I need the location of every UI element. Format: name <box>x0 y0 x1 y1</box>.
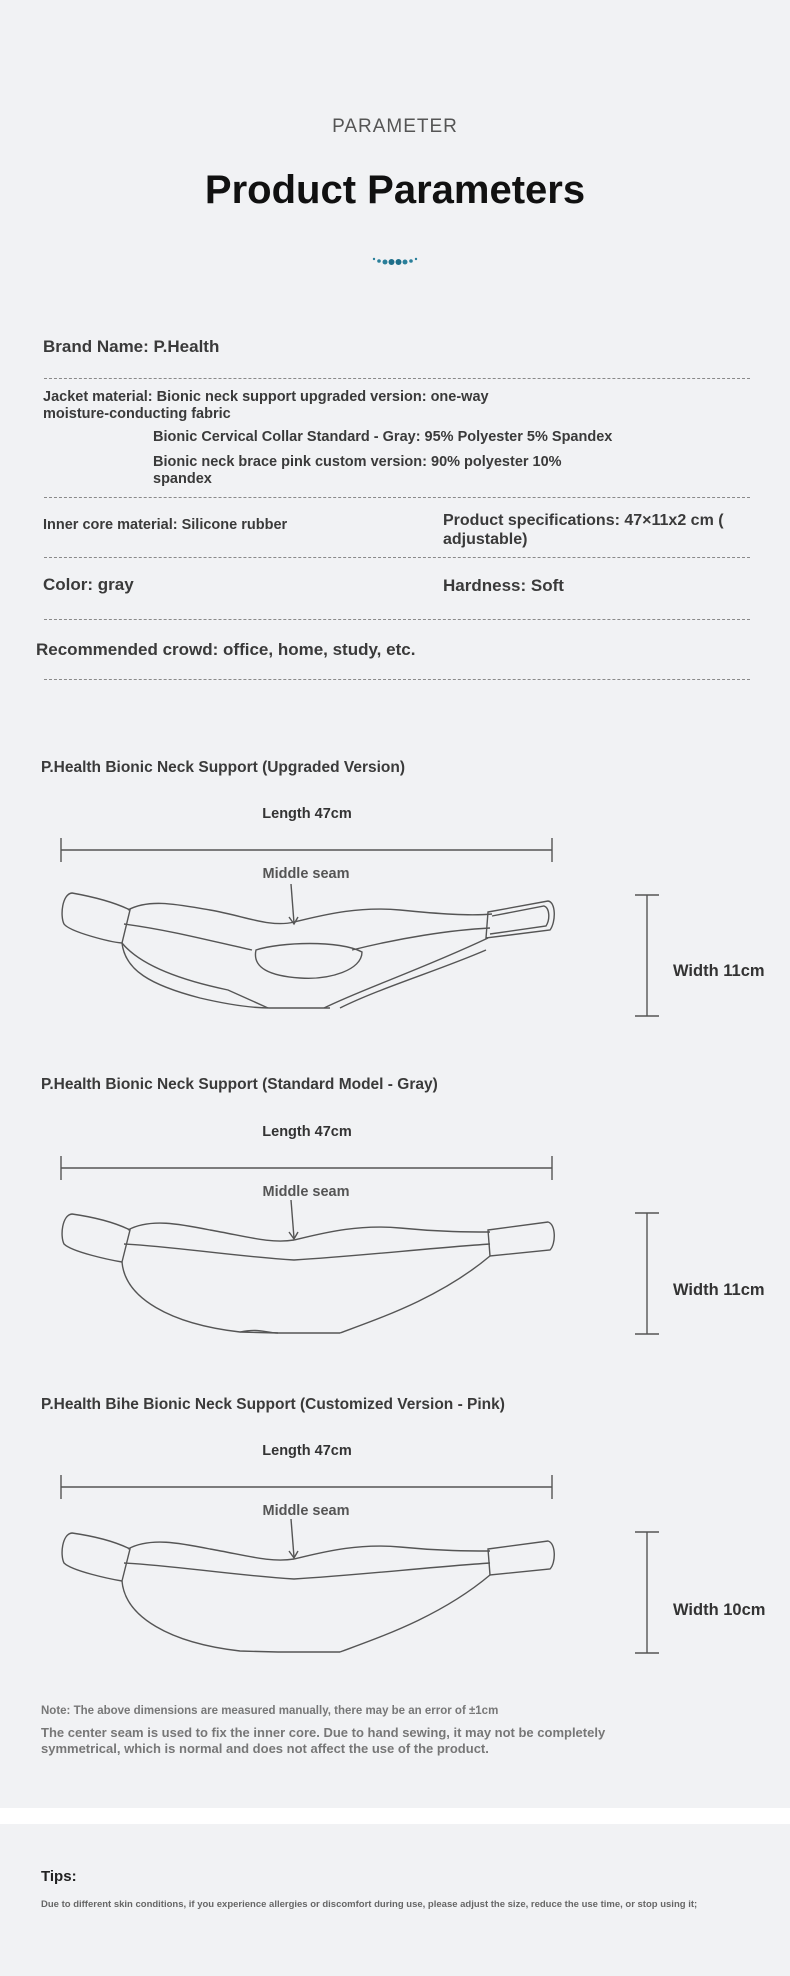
diagram-3-neck-support-drawing <box>0 1467 790 1667</box>
diagram-2-seam-label: Middle seam <box>262 1184 350 1200</box>
jacket-material-line2: moisture-conducting fabric <box>43 406 231 422</box>
diagram-1-seam-label: Middle seam <box>262 866 350 882</box>
seam-note-line1: The center seam is used to fix the inner core. Due to hand sewing, it may not be completely <box>41 1725 606 1740</box>
diagram-3-title: P.Health Bihe Bionic Neck Support (Customized Version - Pink) <box>41 1396 505 1413</box>
color-value: Color: gray <box>43 575 134 594</box>
product-spec-line2: adjustable) <box>443 531 528 548</box>
diagram-2-title: P.Health Bionic Neck Support (Standard Model - Gray) <box>41 1076 438 1093</box>
inner-core-material: Inner core material: Silicone rubber <box>43 517 288 533</box>
measurement-note: Note: The above dimensions are measured manually, there may be an error of ±1cm <box>41 1705 499 1717</box>
seam-note-line2: symmetrical, which is normal and does not affect the use of the product. <box>41 1741 489 1756</box>
divider <box>44 497 750 498</box>
recommended-crowd: Recommended crowd: office, home, study, etc. <box>36 640 416 659</box>
diagram-1-neck-support-drawing <box>0 830 790 1030</box>
jacket-material-line1: Jacket material: Bionic neck support upgraded version: one-way <box>43 389 489 405</box>
decorative-dots-icon <box>372 255 418 267</box>
standard-gray-material: Bionic Cervical Collar Standard - Gray: 95% Polyester 5% Spandex <box>153 429 613 445</box>
diagram-3-length-label: Length 47cm <box>262 1443 352 1459</box>
divider <box>44 679 750 680</box>
diagram-2-neck-support-drawing <box>0 1148 790 1348</box>
diagram-1-length-label: Length 47cm <box>262 806 352 822</box>
hardness-value: Hardness: Soft <box>443 576 564 595</box>
section-separator <box>0 1808 790 1824</box>
tips-label: Tips: <box>41 1868 77 1885</box>
page-title: Product Parameters <box>204 168 586 212</box>
diagram-1-width-label: Width 11cm <box>673 962 765 980</box>
diagram-2-width-label: Width 11cm <box>673 1281 765 1299</box>
diagram-3-seam-label: Middle seam <box>262 1503 350 1519</box>
diagram-3-width-label: Width 10cm <box>673 1601 766 1619</box>
brand-name: Brand Name: P.Health <box>43 337 220 356</box>
tips-text: Due to different skin conditions, if you experience allergies or discomfort during use, please adjust the size, reduce the use time, or stop using it; <box>41 1899 698 1910</box>
diagram-1-title: P.Health Bionic Neck Support (Upgraded Version) <box>41 759 406 776</box>
pink-material-line2: spandex <box>153 471 212 487</box>
section-kicker: PARAMETER <box>332 116 458 137</box>
divider <box>44 557 750 558</box>
divider <box>44 619 750 620</box>
product-spec-line1: Product specifications: 47×11x2 cm ( <box>443 512 724 529</box>
diagram-2-length-label: Length 47cm <box>262 1124 352 1140</box>
divider <box>44 378 750 379</box>
pink-material-line1: Bionic neck brace pink custom version: 90% polyester 10% <box>153 454 562 470</box>
